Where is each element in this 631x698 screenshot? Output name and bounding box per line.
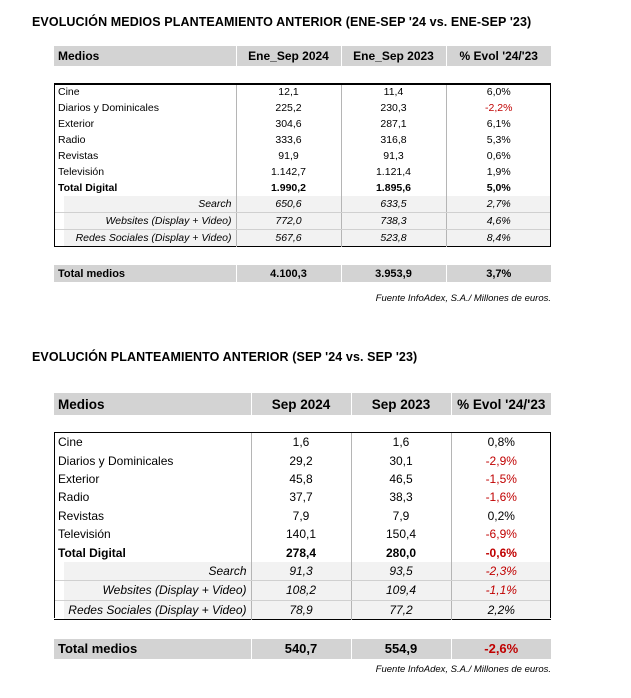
row-value-2024: 12,1 xyxy=(236,84,341,101)
header-evol: % Evol '24/'23 xyxy=(451,393,551,415)
row-evol: 0,2% xyxy=(451,507,551,525)
row-value-2024: 4.100,3 xyxy=(236,265,341,282)
row-value-2023: 91,3 xyxy=(341,148,446,164)
table-row-digital-sub xyxy=(54,581,551,600)
table-row xyxy=(54,433,551,452)
header-period-2023: Sep 2023 xyxy=(351,393,451,415)
row-value-2024: 1.990,2 xyxy=(236,180,341,196)
table-row-digital-sub xyxy=(54,600,551,619)
row-evol: 8,4% xyxy=(446,230,551,247)
row-label: Revistas xyxy=(58,508,105,523)
table-header xyxy=(54,46,551,66)
row-value-2023: 7,9 xyxy=(351,507,451,525)
header-evol: % Evol '24/'23 xyxy=(446,46,551,66)
row-evol: -1,6% xyxy=(451,488,551,506)
row-label: Search xyxy=(54,562,251,581)
table-row xyxy=(54,116,551,132)
row-evol: -2,3% xyxy=(451,562,551,581)
table-row-total-digital xyxy=(54,543,551,561)
row-value-2023: 738,3 xyxy=(341,213,446,230)
row-label: Search xyxy=(54,196,236,213)
row-label: Diarios y Dominicales xyxy=(58,453,174,468)
row-value-2023: 77,2 xyxy=(351,600,451,619)
row-value-2023: 1,6 xyxy=(351,433,451,452)
row-value-2024: 1,6 xyxy=(251,433,351,452)
row-label: Websites (Display + Video) xyxy=(54,213,236,230)
row-evol: 1,9% xyxy=(446,164,551,180)
row-evol: -2,2% xyxy=(446,100,551,116)
row-value-2024: 140,1 xyxy=(251,525,351,543)
table-row xyxy=(54,164,551,180)
row-label: Televisión xyxy=(58,166,105,178)
row-value-2024: 45,8 xyxy=(251,470,351,488)
row-label: Websites (Display + Video) xyxy=(54,581,251,600)
row-value-2023: 1.121,4 xyxy=(341,164,446,180)
row-evol: -1,5% xyxy=(451,470,551,488)
table-row xyxy=(54,100,551,116)
row-evol: 5,3% xyxy=(446,132,551,148)
row-value-2024: 540,7 xyxy=(251,639,351,659)
row-value-2024: 567,6 xyxy=(236,230,341,247)
row-value-2024: 78,9 xyxy=(251,600,351,619)
table-header xyxy=(54,393,551,415)
row-evol: 0,6% xyxy=(446,148,551,164)
row-evol: -2,6% xyxy=(451,639,551,659)
header-medios: Medios xyxy=(54,393,251,415)
table-row xyxy=(54,525,551,543)
row-value-2024: 7,9 xyxy=(251,507,351,525)
row-label: Redes Sociales (Display + Video) xyxy=(54,230,236,247)
row-value-2023: 554,9 xyxy=(351,639,451,659)
row-evol: -0,6% xyxy=(451,543,551,561)
header-medios: Medios xyxy=(54,46,236,66)
row-value-2024: 333,6 xyxy=(236,132,341,148)
row-value-2024: 91,3 xyxy=(251,562,351,581)
row-evol: 0,8% xyxy=(451,433,551,452)
row-value-2023: 280,0 xyxy=(351,543,451,561)
row-label: Revistas xyxy=(58,150,99,162)
section2-title: EVOLUCIÓN PLANTEAMIENTO ANTERIOR (SEP '24 vs. SEP '23) xyxy=(32,350,418,364)
row-value-2023: 109,4 xyxy=(351,581,451,600)
row-value-2023: 523,8 xyxy=(341,230,446,247)
table-row-total xyxy=(54,265,551,282)
row-label: Total Digital xyxy=(58,545,126,560)
row-evol: 5,0% xyxy=(446,180,551,196)
header-period-2023: Ene_Sep 2023 xyxy=(341,46,446,66)
row-evol: 4,6% xyxy=(446,213,551,230)
table-row-digital-sub xyxy=(54,562,551,581)
row-value-2024: 304,6 xyxy=(236,116,341,132)
row-evol: 6,0% xyxy=(446,84,551,101)
table-row-digital-sub xyxy=(54,230,551,247)
row-value-2023: 230,3 xyxy=(341,100,446,116)
header-period-2024: Ene_Sep 2024 xyxy=(236,46,341,66)
table-row xyxy=(54,84,551,101)
section1-source: Fuente InfoAdex, S.A./ Millones de euros. xyxy=(375,293,551,304)
row-value-2024: 108,2 xyxy=(251,581,351,600)
table-row xyxy=(54,132,551,148)
row-value-2023: 3.953,9 xyxy=(341,265,446,282)
section1-table xyxy=(54,46,551,282)
row-label: Total Digital xyxy=(58,182,118,194)
row-evol: 3,7% xyxy=(446,265,551,282)
table-row xyxy=(54,451,551,469)
section2-table xyxy=(54,393,551,659)
row-value-2024: 37,7 xyxy=(251,488,351,506)
table-row-total xyxy=(54,639,551,659)
row-value-2024: 91,9 xyxy=(236,148,341,164)
row-evol: 2,7% xyxy=(446,196,551,213)
table-row xyxy=(54,148,551,164)
table-row-digital-sub xyxy=(54,196,551,213)
row-value-2024: 1.142,7 xyxy=(236,164,341,180)
row-value-2023: 46,5 xyxy=(351,470,451,488)
row-value-2024: 278,4 xyxy=(251,543,351,561)
row-label: Exterior xyxy=(58,471,100,486)
row-value-2023: 38,3 xyxy=(351,488,451,506)
header-period-2024: Sep 2024 xyxy=(251,393,351,415)
row-value-2023: 150,4 xyxy=(351,525,451,543)
row-evol: -6,9% xyxy=(451,525,551,543)
section2-source: Fuente InfoAdex, S.A./ Millones de euros. xyxy=(375,664,551,675)
table-row-total-digital xyxy=(54,180,551,196)
row-value-2024: 29,2 xyxy=(251,451,351,469)
row-value-2023: 93,5 xyxy=(351,562,451,581)
row-evol: -1,1% xyxy=(451,581,551,600)
row-value-2023: 11,4 xyxy=(341,84,446,101)
section1-title: EVOLUCIÓN MEDIOS PLANTEAMIENTO ANTERIOR (ENE-SEP '24 vs. ENE-SEP '23) xyxy=(32,15,532,29)
table-row-digital-sub xyxy=(54,213,551,230)
row-value-2024: 650,6 xyxy=(236,196,341,213)
table-row xyxy=(54,507,551,525)
table-row xyxy=(54,470,551,488)
row-evol: 6,1% xyxy=(446,116,551,132)
row-label: Total medios xyxy=(54,265,236,282)
row-value-2023: 287,1 xyxy=(341,116,446,132)
row-label: Total medios xyxy=(54,639,251,659)
row-label: Cine xyxy=(54,84,236,101)
row-label: Redes Sociales (Display + Video) xyxy=(54,600,251,619)
row-value-2024: 772,0 xyxy=(236,213,341,230)
row-label: Televisión xyxy=(58,527,111,542)
row-label: Radio xyxy=(58,134,86,146)
row-label: Radio xyxy=(58,490,90,505)
row-value-2023: 30,1 xyxy=(351,451,451,469)
row-label: Cine xyxy=(54,433,251,452)
row-label: Exterior xyxy=(58,118,95,130)
table-row xyxy=(54,488,551,506)
row-value-2023: 1.895,6 xyxy=(341,180,446,196)
row-label: Diarios y Dominicales xyxy=(58,102,159,114)
row-evol: 2,2% xyxy=(451,600,551,619)
row-value-2024: 225,2 xyxy=(236,100,341,116)
row-value-2023: 316,8 xyxy=(341,132,446,148)
row-value-2023: 633,5 xyxy=(341,196,446,213)
row-evol: -2,9% xyxy=(451,451,551,469)
